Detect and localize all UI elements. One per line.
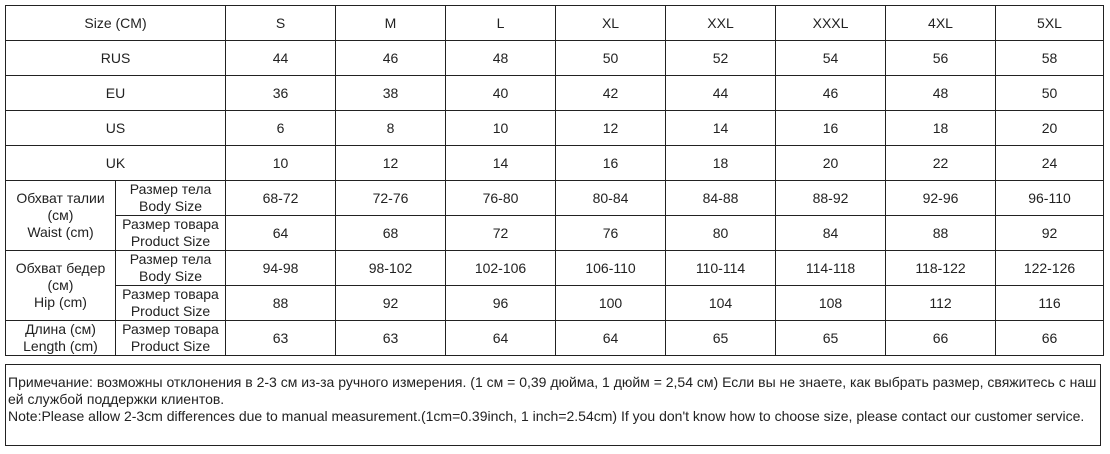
note-ru-line1: Примечание: возможны отклонения в 2-3 см из-за ручного измерения. (1 см = 0,39 дюйма, 1 дюйм = 2,54 см) Если вы не знаете, как выбрать размер, свяжитесь с наш bbox=[8, 374, 1097, 390]
hip-label-ru-unit: (см) bbox=[47, 277, 74, 293]
table-cell: 18 bbox=[886, 111, 996, 146]
table-cell: 16 bbox=[556, 146, 666, 181]
table-cell: 94-98 bbox=[226, 251, 336, 286]
table-cell: 92 bbox=[996, 216, 1104, 251]
body-size-label-en: Body Size bbox=[138, 198, 203, 214]
table-cell: 66 bbox=[886, 321, 996, 356]
body-size-label bbox=[116, 181, 226, 216]
row-label: UK bbox=[6, 146, 226, 181]
body-size-label-en: Body Size bbox=[138, 268, 203, 284]
hip-group-label bbox=[6, 251, 116, 321]
table-cell: 110-114 bbox=[666, 251, 776, 286]
table-cell: 116 bbox=[996, 286, 1104, 321]
length-label-ru: Длина (см) bbox=[25, 321, 96, 337]
product-size-label-en: Product Size bbox=[130, 233, 211, 249]
table-cell: 106-110 bbox=[556, 251, 666, 286]
table-row-waist-body bbox=[6, 181, 1104, 216]
table-cell: 63 bbox=[336, 321, 446, 356]
body-size-label-ru: Размер тела bbox=[129, 181, 212, 197]
table-cell: 22 bbox=[886, 146, 996, 181]
table-cell: 76 bbox=[556, 216, 666, 251]
table-cell: 102-106 bbox=[446, 251, 556, 286]
table-cell: 98-102 bbox=[336, 251, 446, 286]
table-cell: 20 bbox=[776, 146, 886, 181]
table-cell: 18 bbox=[666, 146, 776, 181]
table-cell: 104 bbox=[666, 286, 776, 321]
table-cell: 80-84 bbox=[556, 181, 666, 216]
table-cell: 52 bbox=[666, 41, 776, 76]
product-size-label-ru: Размер товара bbox=[122, 321, 219, 337]
table-row-rus bbox=[6, 41, 1104, 76]
table-cell: 64 bbox=[226, 216, 336, 251]
table-cell: 8 bbox=[336, 111, 446, 146]
product-size-label bbox=[116, 286, 226, 321]
table-cell: 44 bbox=[226, 41, 336, 76]
table-row-uk bbox=[6, 146, 1104, 181]
table-cell: 96-110 bbox=[996, 181, 1104, 216]
table-cell: 88-92 bbox=[776, 181, 886, 216]
product-size-label bbox=[116, 321, 226, 356]
table-cell: 12 bbox=[336, 146, 446, 181]
table-cell: 88 bbox=[226, 286, 336, 321]
table-cell: 10 bbox=[226, 146, 336, 181]
table-cell: 72-76 bbox=[336, 181, 446, 216]
table-cell: 122-126 bbox=[996, 251, 1104, 286]
table-cell: 65 bbox=[666, 321, 776, 356]
table-cell: 66 bbox=[996, 321, 1104, 356]
body-size-label-ru: Размер тела bbox=[129, 251, 212, 267]
length-group-label bbox=[6, 321, 116, 356]
table-cell: 36 bbox=[226, 76, 336, 111]
row-label: EU bbox=[6, 76, 226, 111]
table-row-us bbox=[6, 111, 1104, 146]
table-cell: 14 bbox=[446, 146, 556, 181]
size-header-cell: M bbox=[336, 6, 446, 41]
size-header-cell: 5XL bbox=[996, 6, 1104, 41]
size-header-cell: 4XL bbox=[886, 6, 996, 41]
size-header-cell: XXL bbox=[666, 6, 776, 41]
note-ru-line2: ей службой поддержки клиентов. bbox=[8, 391, 225, 407]
table-cell: 24 bbox=[996, 146, 1104, 181]
table-cell: 58 bbox=[996, 41, 1104, 76]
size-table bbox=[5, 5, 1104, 356]
product-size-label bbox=[116, 216, 226, 251]
body-size-label bbox=[116, 251, 226, 286]
table-cell: 108 bbox=[776, 286, 886, 321]
table-cell: 114-118 bbox=[776, 251, 886, 286]
table-cell: 92-96 bbox=[886, 181, 996, 216]
table-cell: 80 bbox=[666, 216, 776, 251]
product-size-label-en: Product Size bbox=[130, 303, 211, 319]
table-cell: 50 bbox=[556, 41, 666, 76]
table-cell: 10 bbox=[446, 111, 556, 146]
table-cell: 46 bbox=[776, 76, 886, 111]
table-cell: 84-88 bbox=[666, 181, 776, 216]
size-header-cell: XL bbox=[556, 6, 666, 41]
row-label: RUS bbox=[6, 41, 226, 76]
table-cell: 44 bbox=[666, 76, 776, 111]
table-cell: 14 bbox=[666, 111, 776, 146]
length-label-en: Length (cm) bbox=[23, 338, 98, 354]
table-cell: 20 bbox=[996, 111, 1104, 146]
measurement-note bbox=[5, 364, 1101, 446]
table-cell: 50 bbox=[996, 76, 1104, 111]
hip-label-ru: Обхват бедер bbox=[15, 260, 106, 276]
waist-label-ru-unit: (см) bbox=[47, 207, 74, 223]
row-label: US bbox=[6, 111, 226, 146]
table-row-hip-body bbox=[6, 251, 1104, 286]
table-cell: 64 bbox=[446, 321, 556, 356]
table-cell: 84 bbox=[776, 216, 886, 251]
table-cell: 88 bbox=[886, 216, 996, 251]
table-cell: 76-80 bbox=[446, 181, 556, 216]
size-chart bbox=[5, 5, 1103, 356]
product-size-label-en: Product Size bbox=[130, 338, 211, 354]
size-header-cell: S bbox=[226, 6, 336, 41]
table-cell: 100 bbox=[556, 286, 666, 321]
product-size-label-ru: Размер товара bbox=[122, 286, 219, 302]
table-cell: 112 bbox=[886, 286, 996, 321]
table-cell: 40 bbox=[446, 76, 556, 111]
table-row-hip-product bbox=[6, 286, 1104, 321]
table-cell: 12 bbox=[556, 111, 666, 146]
table-cell: 38 bbox=[336, 76, 446, 111]
table-cell: 46 bbox=[336, 41, 446, 76]
table-cell: 6 bbox=[226, 111, 336, 146]
waist-label-ru: Обхват талии bbox=[16, 190, 105, 206]
table-cell: 48 bbox=[446, 41, 556, 76]
table-row-waist-product bbox=[6, 216, 1104, 251]
waist-label-en: Waist (cm) bbox=[27, 224, 94, 240]
size-header-cell: L bbox=[446, 6, 556, 41]
table-cell: 54 bbox=[776, 41, 886, 76]
table-cell: 56 bbox=[886, 41, 996, 76]
table-cell: 68-72 bbox=[226, 181, 336, 216]
header-row bbox=[6, 6, 1104, 41]
table-cell: 72 bbox=[446, 216, 556, 251]
table-cell: 64 bbox=[556, 321, 666, 356]
table-row-eu bbox=[6, 76, 1104, 111]
table-cell: 42 bbox=[556, 76, 666, 111]
table-cell: 63 bbox=[226, 321, 336, 356]
waist-group-label bbox=[6, 181, 116, 251]
table-cell: 96 bbox=[446, 286, 556, 321]
table-cell: 118-122 bbox=[886, 251, 996, 286]
size-header-cell: XXXL bbox=[776, 6, 886, 41]
size-header-label: Size (CM) bbox=[6, 6, 226, 41]
table-cell: 65 bbox=[776, 321, 886, 356]
table-cell: 68 bbox=[336, 216, 446, 251]
hip-label-en: Hip (cm) bbox=[34, 294, 87, 310]
table-cell: 16 bbox=[776, 111, 886, 146]
table-cell: 92 bbox=[336, 286, 446, 321]
note-en-line: Note:Please allow 2-3cm differences due to manual measurement.(1cm=0.39inch, 1 inch=2.54cm) If you don't know how to choose size, please contact our customer service. bbox=[8, 408, 1085, 424]
product-size-label-ru: Размер товара bbox=[122, 216, 219, 232]
table-row-length-product bbox=[6, 321, 1104, 356]
table-cell: 48 bbox=[886, 76, 996, 111]
